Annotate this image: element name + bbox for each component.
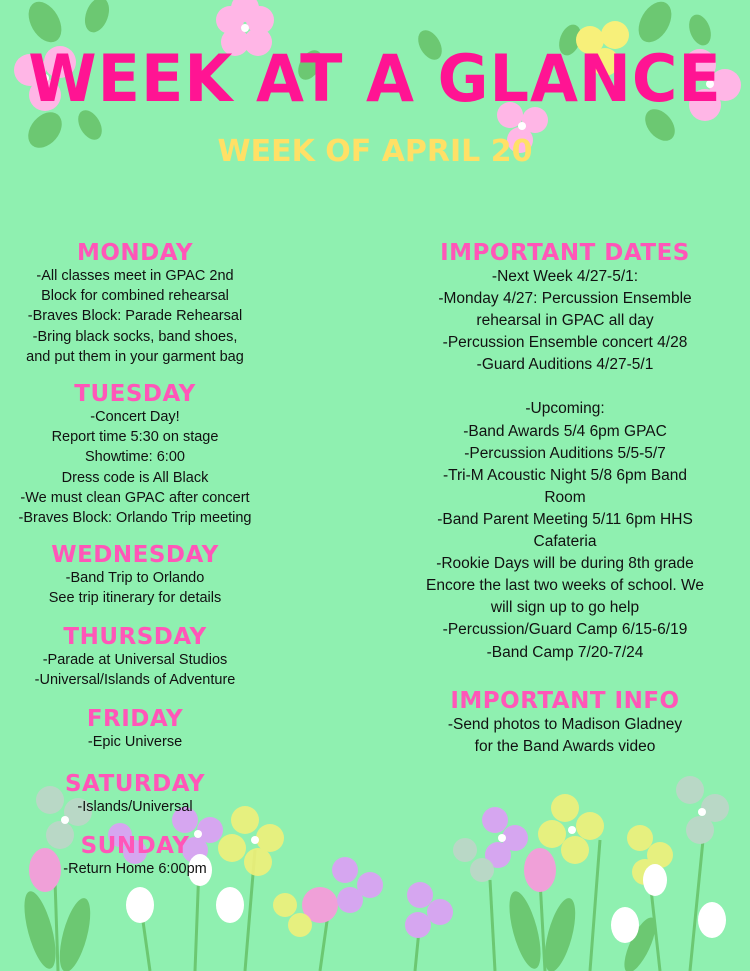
day-item: -Concert Day!: [90, 409, 180, 425]
day-item: -Islands/Universal: [77, 799, 193, 815]
day-heading: FRIDAY: [86, 706, 184, 732]
day-heading: THURSDAY: [63, 624, 207, 650]
day-item: -Return Home 6:00pm: [63, 861, 207, 877]
day-heading: SUNDAY: [80, 833, 190, 859]
day-item: -Parade at Universal Studios: [42, 652, 228, 668]
day-section-tuesday: [0, 381, 270, 528]
day-section-friday: [0, 706, 270, 752]
info-item: -Band Awards 5/4 6pm GPAC: [463, 422, 667, 440]
info-item: will sign up to go help: [490, 599, 640, 617]
info-item: Cafateria: [533, 533, 597, 551]
info-item: -Band Parent Meeting 5/11 6pm HHS: [437, 510, 693, 528]
info-item: [415, 376, 715, 398]
info-item: -Rookie Days will be during 8th grade: [436, 555, 694, 573]
important-dates-list: [415, 266, 715, 664]
day-heading: MONDAY: [76, 240, 194, 266]
day-item: and put them in your garment bag: [26, 348, 244, 365]
day-item: -Bring black socks, band shoes,: [32, 328, 238, 345]
info-item: -Percussion/Guard Camp 6/15-6/19: [442, 621, 688, 639]
day-section-saturday: [0, 771, 270, 817]
day-item: -Universal/Islands of Adventure: [34, 672, 236, 689]
day-heading: SATURDAY: [64, 771, 205, 797]
info-item: -Send photos to Madison Gladney: [447, 716, 683, 733]
day-section-thursday: [0, 624, 270, 690]
days-column: [0, 0, 270, 971]
day-item: -All classes meet in GPAC 2nd: [36, 268, 234, 284]
day-item: -We must clean GPAC after concert: [20, 489, 250, 506]
important-info-list: [415, 714, 715, 758]
info-item: -Next Week 4/27-5/1:: [491, 268, 639, 285]
day-heading: TUESDAY: [74, 381, 196, 407]
day-item: Showtime: 6:00: [85, 449, 185, 466]
day-item: -Epic Universe: [87, 734, 183, 750]
important-dates-section: [415, 240, 715, 664]
important-info-section: [415, 688, 715, 758]
important-info-heading: IMPORTANT INFO: [450, 688, 680, 714]
info-item: -Percussion Auditions 5/5-5/7: [464, 444, 666, 462]
day-item: See trip itinerary for details: [48, 590, 222, 607]
day-item: Dress code is All Black: [61, 469, 209, 486]
page-title: WEEK AT A GLANCE: [28, 40, 722, 117]
info-item: -Percussion Ensemble concert 4/28: [442, 334, 688, 352]
info-item: -Monday 4/27: Percussion Ensemble: [438, 290, 692, 308]
day-item: -Braves Block: Parade Rehearsal: [27, 308, 243, 325]
day-item: -Braves Block: Orlando Trip meeting: [18, 510, 252, 527]
important-dates-heading: IMPORTANT DATES: [440, 240, 690, 266]
info-item: -Guard Auditions 4/27-5/1: [476, 356, 654, 374]
day-section-wednesday: [0, 542, 270, 608]
info-item: -Upcoming:: [525, 400, 605, 418]
info-item: -Tri-M Acoustic Night 5/8 6pm Band: [442, 466, 688, 484]
info-item: -Band Camp 7/20-7/24: [486, 643, 644, 661]
day-heading: WEDNESDAY: [51, 542, 219, 568]
day-item: -Band Trip to Orlando: [65, 570, 205, 586]
day-section-sunday: [0, 833, 270, 879]
day-item: Block for combined rehearsal: [41, 288, 229, 305]
info-item: Room: [544, 488, 586, 506]
day-item: Report time 5:30 on stage: [51, 429, 219, 446]
page-subtitle: WEEK OF APRIL 20: [217, 134, 533, 169]
day-section-monday: [0, 240, 270, 367]
info-item: rehearsal in GPAC all day: [476, 312, 654, 330]
info-item: Encore the last two weeks of school. We: [426, 577, 704, 595]
info-item: for the Band Awards video: [474, 738, 656, 756]
